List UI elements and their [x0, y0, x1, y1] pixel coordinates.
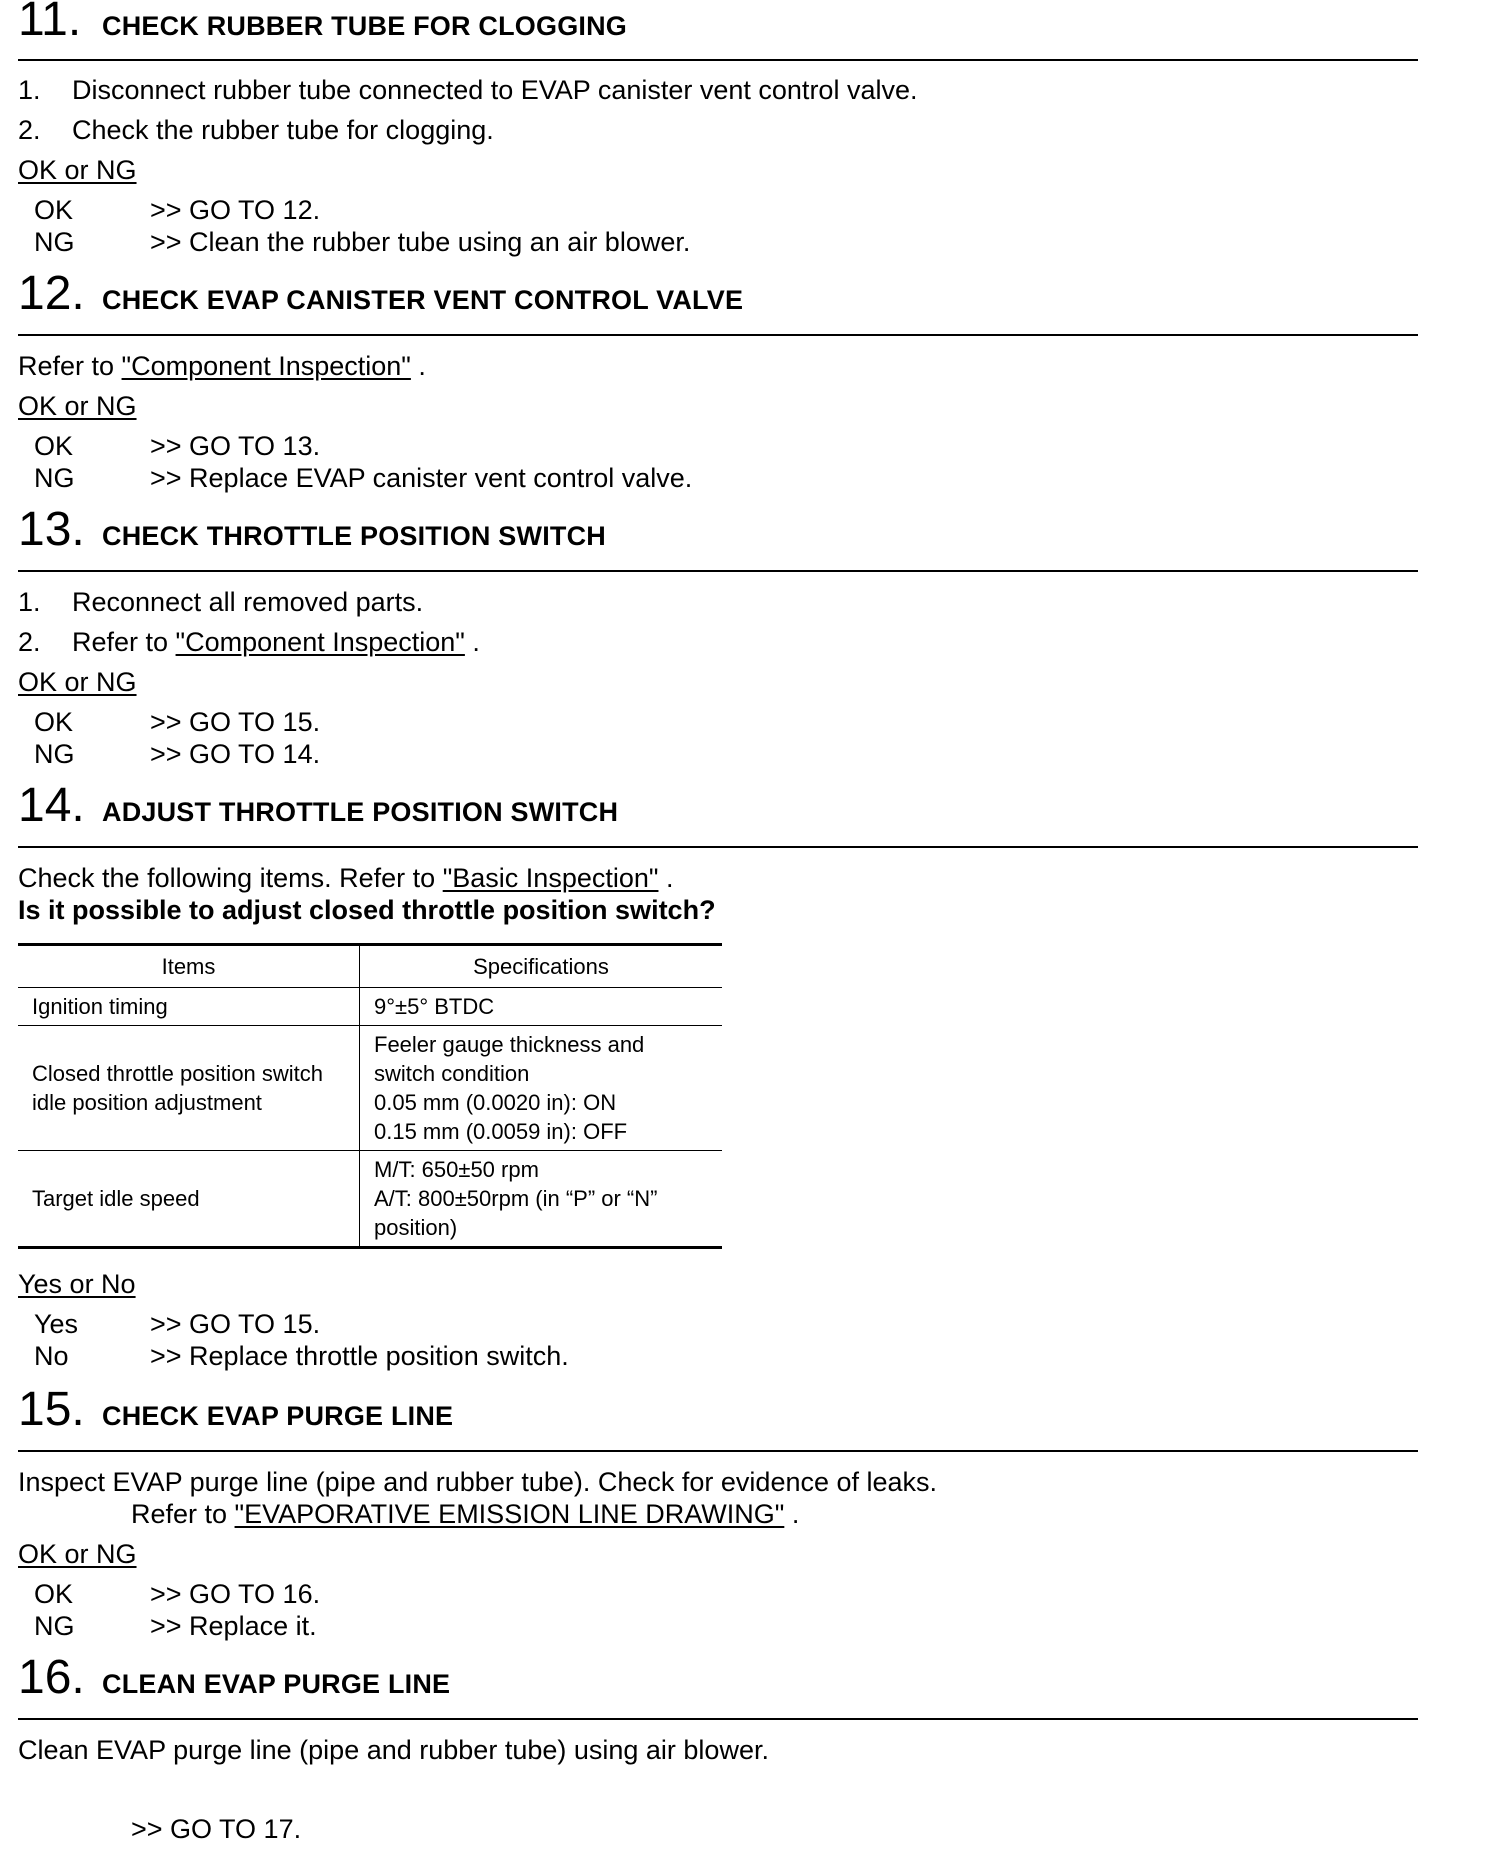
list-item: 1. Disconnect rubber tube connected to EVAP canister vent control valve.: [18, 75, 918, 105]
step-number: 12.: [18, 267, 85, 320]
step-divider: [18, 59, 1418, 61]
list-item: 2. Check the rubber tube for clogging.: [18, 115, 494, 145]
judgement-label: OK or NG: [18, 391, 137, 421]
step-number: 14.: [18, 779, 85, 832]
document-page: 11. CHECK RUBBER TUBE FOR CLOGGING 1. Disconnect rubber tube connected to EVAP canister vent control valve. 2. Check the rubber tube for clogging. OK or NG OK >> GO TO 12. NG >> Clean the rubber tube using an air blower. 12. CHECK EVAP CANISTER VENT CONTROL VALVE Refer to "Component Inspection" . OK or NG OK >> GO TO 13. NG >> Replace EVAP canister vent control valve. 13. CHECK THROTTLE POSITION SWITCH 1. Reconnect all removed parts. 2. Refer to "Component Inspection" . OK or NG OK >> GO TO 15. NG >> GO TO 14. 14. ADJUST THROTTLE POSITION SWITCH Check the following items. Refer to "Basic Inspection" . Is it possible to adjust closed throttle position switch? Items Specifications Ignition timing 9°±5° BTDC Closed throttle position switch idle position adjustment Feeler gauge thickness and switch condition 0.05 mm (0.0020 in): ON 0.15 mm (0.0059 in): OFF Target idle speed M/T: 650±50 rpm A/T: 800±50rpm (in “P” or “N” position) Yes or No Yes >> GO TO 15. No >> Replace throttle position switch. 15. CHECK EVAP PURGE LINE Inspect EVAP purge line (pipe and rubber tube). Check for evidence of leaks. Refer to "EVAPORATIVE EMISSION LINE DRAWING" . OK or NG OK >> GO TO 16. NG >> Replace it. 16. CLEAN EVAP PURGE LINE Clean EVAP purge line (pipe and rubber tube) using air blower. >> GO TO 17.: [0, 0, 1504, 1864]
step-header: [18, 1383, 1418, 1442]
step-divider: [18, 1450, 1418, 1452]
specifications-table: [18, 943, 722, 1249]
step-divider: [18, 334, 1418, 336]
step-divider: [18, 570, 1418, 572]
step-number: 11.: [18, 0, 82, 46]
step-title: CLEAN EVAP PURGE LINE: [102, 1669, 451, 1699]
question: Is it possible to adjust closed throttle position switch?: [18, 895, 716, 925]
step-header: [18, 2, 1418, 52]
step-header: [18, 503, 1418, 562]
table-cell: M/T: 650±50 rpm A/T: 800±50rpm (in “P” or “N” position): [360, 1151, 723, 1248]
step-number: 13.: [18, 503, 85, 556]
component-inspection-link[interactable]: "Component Inspection": [175, 627, 465, 657]
judgement-label: OK or NG: [18, 155, 137, 185]
column-header: Specifications: [473, 954, 609, 979]
step-header: [18, 779, 1418, 838]
table-row: [18, 1026, 722, 1151]
body-text: Clean EVAP purge line (pipe and rubber tube) using air blower.: [18, 1735, 769, 1765]
basic-inspection-link[interactable]: "Basic Inspection": [442, 863, 659, 893]
emission-line-drawing-link[interactable]: "EVAPORATIVE EMISSION LINE DRAWING": [234, 1499, 785, 1529]
step-11: [18, 2, 1418, 52]
step-12: [18, 267, 1418, 326]
step-15: [18, 1383, 1418, 1442]
list-item: 2. Refer to "Component Inspection" .: [18, 627, 480, 657]
refer-line: Refer to "EVAPORATIVE EMISSION LINE DRAWING" .: [131, 1499, 800, 1529]
step-header: [18, 1651, 1418, 1710]
step-header: [18, 267, 1418, 326]
goto-line: >> GO TO 17.: [131, 1814, 302, 1844]
step-divider: [18, 846, 1418, 848]
judgement-label: OK or NG: [18, 667, 137, 697]
step-14: [18, 779, 1418, 838]
check-line: Check the following items. Refer to "Basic Inspection" .: [18, 863, 674, 893]
step-title: CHECK THROTTLE POSITION SWITCH: [102, 521, 606, 551]
table-cell: Target idle speed: [18, 1151, 360, 1248]
step-title: CHECK EVAP PURGE LINE: [102, 1401, 454, 1431]
step-16: [18, 1651, 1418, 1710]
step-title: CHECK RUBBER TUBE FOR CLOGGING: [102, 11, 627, 41]
step-13: [18, 503, 1418, 562]
body-text: Inspect EVAP purge line (pipe and rubber tube). Check for evidence of leaks.: [18, 1467, 938, 1497]
table-header-row: [18, 945, 722, 988]
judgement-label: OK or NG: [18, 1539, 137, 1569]
component-inspection-link[interactable]: "Component Inspection": [121, 351, 411, 381]
table-cell: Ignition timing: [18, 988, 360, 1026]
table-cell: Feeler gauge thickness and switch condition 0.05 mm (0.0020 in): ON 0.15 mm (0.0059 in): OFF: [360, 1026, 723, 1151]
refer-line: Refer to "Component Inspection" .: [18, 351, 426, 381]
table-cell: 9°±5° BTDC: [360, 988, 723, 1026]
step-divider: [18, 1718, 1418, 1720]
table-cell: Closed throttle position switch idle position adjustment: [18, 1026, 360, 1151]
table-row: [18, 1151, 722, 1248]
step-title: CHECK EVAP CANISTER VENT CONTROL VALVE: [102, 285, 744, 315]
table-row: [18, 988, 722, 1026]
step-number: 16.: [18, 1651, 85, 1704]
step-title: ADJUST THROTTLE POSITION SWITCH: [102, 797, 619, 827]
list-item: 1. Reconnect all removed parts.: [18, 587, 424, 617]
column-header: Items: [18, 945, 360, 988]
judgement-label: Yes or No: [18, 1269, 136, 1299]
step-number: 15.: [18, 1383, 85, 1436]
